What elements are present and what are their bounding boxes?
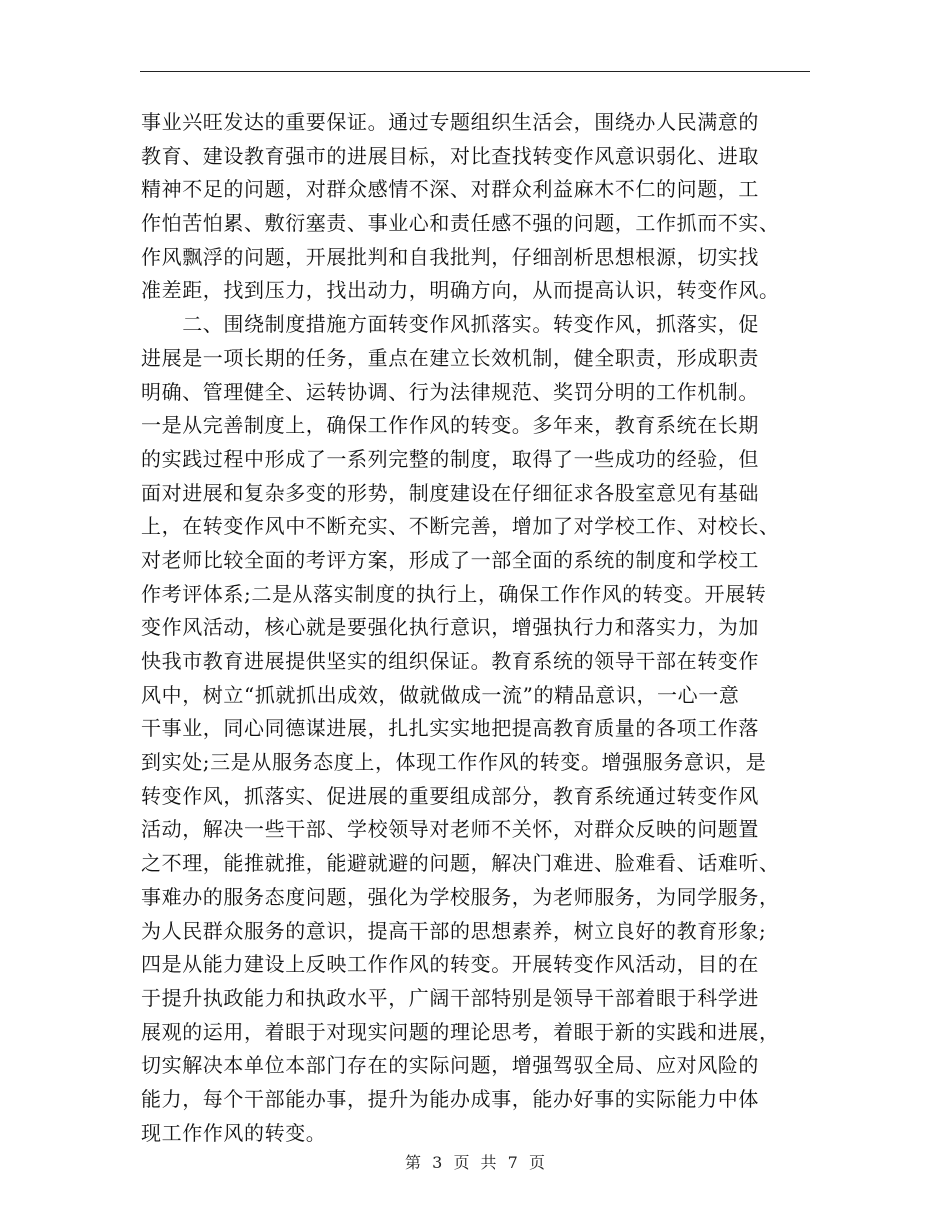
text-line: 上，在转变作风中不断充实、不断完善，增加了对学校工作、对校长、: [141, 514, 780, 539]
current-page-number: 3: [432, 1153, 443, 1172]
text-line: 作怕苦怕累、敷衍塞责、事业心和责任感不强的问题，工作抓而不实、: [141, 211, 780, 236]
document-body: [141, 106, 811, 1150]
text-line: 进展是一项长期的任务，重点在建立长效机制，健全职责，形成职责: [141, 345, 759, 370]
text-line: 转变作风，抓落实、促进展的重要组成部分，教育系统通过转变作风: [141, 783, 759, 808]
text-line: 作考评体系;二是从落实制度的执行上，确保工作作风的转变。开展转: [141, 581, 767, 606]
text-line: 干事业，同心同德谋进展，扎扎实实地把提高教育质量的各项工作落: [141, 716, 759, 741]
text-line: 之不理，能推就推，能避就避的问题，解决门难进、脸难看、话难听、: [141, 851, 780, 876]
text-line: 快我市教育进展提供坚实的组织保证。教育系统的领导干部在转变作: [141, 649, 759, 673]
text-line: 到实处;三是从服务态度上，体现工作作风的转变。增强服务意识，是: [141, 750, 767, 775]
text-line: 展观的运用，着眼于对现实问题的理论思考，着眼于新的实践和进展，: [141, 1019, 780, 1044]
text-line: 作风飘浮的问题，开展批判和自我批判，仔细剖析思想根源，切实找: [141, 244, 759, 269]
text-line: 现工作作风的转变。: [141, 1120, 327, 1145]
footer-prefix: 第: [405, 1153, 422, 1172]
header-rule: [140, 71, 810, 72]
text-line: 的实践过程中形成了一系列完整的制度，取得了一些成功的经验，但: [141, 446, 759, 471]
text-line: 四是从能力建设上反映工作作风的转变。开展转变作风活动，目的在: [141, 952, 759, 977]
footer-total-word: 共: [480, 1153, 497, 1172]
text-line: 准差距，找到压力，找出动力，明确方向，从而提高认识，转变作风。: [141, 278, 780, 303]
text-line: 事业兴旺发达的重要保证。通过专题组织生活会，围绕办人民满意的: [141, 110, 759, 134]
page-footer: [0, 1150, 950, 1173]
text-line: 切实解决本单位本部门存在的实际问题，增强驾驭全局、应对风险的: [141, 1053, 759, 1078]
text-line: 一是从完善制度上，确保工作作风的转变。多年来，教育系统在长期: [141, 413, 759, 438]
total-page-count: 7: [507, 1153, 518, 1172]
text-line: 明确、管理健全、运转协调、行为法律规范、奖罚分明的工作机制。: [141, 379, 759, 404]
text-line: 为人民群众服务的意识，提高干部的思想素养，树立良好的教育形象;: [141, 918, 767, 943]
text-line: 二、围绕制度措施方面转变作风抓落实。转变作风，抓落实，促: [141, 312, 759, 337]
footer-suffix: 页: [528, 1153, 545, 1172]
text-line: 事难办的服务态度问题，强化为学校服务，为老师服务，为同学服务，: [141, 884, 780, 909]
text-line: 风中，树立“抓就抓出成效，做就做成一流”的精品意识，一心一意: [141, 682, 740, 707]
text-line: 活动，解决一些干部、学校领导对老师不关怀，对群众反映的问题置: [141, 817, 759, 842]
footer-page-word: 页: [453, 1153, 470, 1172]
text-line: 教育、建设教育强市的进展目标，对比查找转变作风意识弱化、进取: [141, 143, 759, 168]
text-line: 于提升执政能力和执政水平，广阔干部特别是领导干部着眼于科学进: [141, 985, 759, 1010]
text-line: 能力，每个干部能办事，提升为能办成事，能办好事的实际能力中体: [141, 1086, 759, 1111]
text-line: 精神不足的问题，对群众感情不深、对群众利益麻木不仁的问题，工: [141, 177, 759, 202]
text-line: 面对进展和复杂多变的形势，制度建设在仔细征求各股室意见有基础: [141, 480, 759, 505]
text-line: 对老师比较全面的考评方案，形成了一部全面的系统的制度和学校工: [141, 547, 759, 572]
text-line: 变作风活动，核心就是要强化执行意识，增强执行力和落实力，为加: [141, 615, 759, 640]
